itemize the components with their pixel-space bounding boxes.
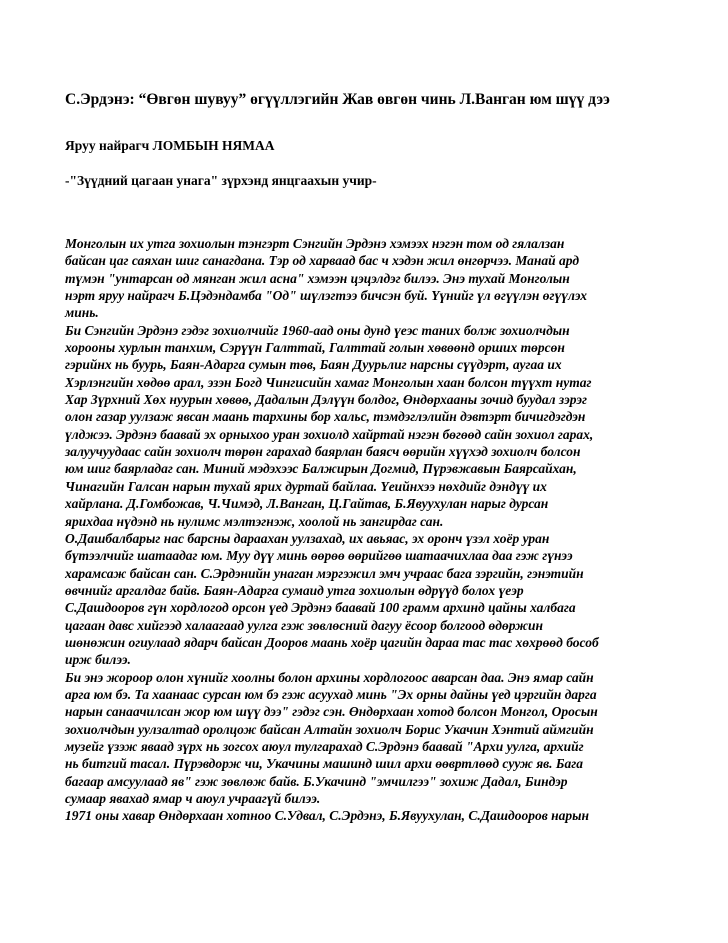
body-line: сумаар явахад ямар ч аюул учраагүй билээ. xyxy=(65,791,321,806)
body-line: Монголын их утга зохиолын тэнгэрт Сэнгийн Эрдэнэ хэмээх нэгэн том од гялалзан xyxy=(65,236,565,251)
body-line: багаар амсуулаад яв" гэж зөвлөж байв. Б.Укачинд "эмчилгээ" зохиж Дадал, Биндэр xyxy=(65,773,568,789)
body-line: олон газар уулзаж явсан маань тархины бор хальс, тэмдэглэлийн дэвтэрт бичигдэгдэн xyxy=(65,409,586,425)
article-body xyxy=(65,235,665,825)
article-epigraph: -"Зүүдний цагаан унага" зүрхэнд янцгаахын учир- xyxy=(65,173,377,188)
body-line: Чинагийн Галсан нарын тухай ярих дуртай байлаа. Үеийнхээ нөхдийг дэндүү их xyxy=(65,478,547,494)
body-line: харамсаж байсан сан. С.Эрдэнийн унаган мэргэжил эмч учраас бага зэргийн, гэнэтийн xyxy=(65,565,584,581)
body-line: нэрт яруу найрагч Б.Цэдэндамба "Од" шүлэгтээ бичсэн буй. Үүнийг үл өгүүлэн өгүүлэх xyxy=(65,288,587,304)
body-line: өвчнийг аргалдаг байв. Баян-Адарга сумаид утга зохиолын өдрүүд болох үеэр xyxy=(65,582,524,598)
body-line: нарын санаачилсан жор юм шүү дээ" гэдэг сэн. Өндөрхаан хотод болсон Монгол, Оросын xyxy=(65,704,598,720)
body-line: хайрлана. Д.Гомбожав, Ч.Чимэд, Л.Ванган, Ц.Гайтав, Б.Явуухулан нарыг дурсан xyxy=(65,496,549,512)
body-line: Хар Зүрхний Хөх нуурын хөвөө, Дадалын Дэлүүн болдог, Өндөрхааны зочид буудал зэрэг xyxy=(65,392,587,408)
body-line: гэрийнх нь буурь, Баян-Адарга сумын төв, Баян Дуурьлиг нарсны сүүдэрт, аугаа их xyxy=(65,357,562,373)
body-line: Би Сэнгийн Эрдэнэ гэдэг зохиолчийг 1960-аад оны дунд үеэс таних болж зохиолчдын xyxy=(65,322,570,338)
body-line: зохиолчдын уулзалтад оролцож байсан Алтайн зохиолч Борис Укачин Хэнтий аймгийн xyxy=(65,721,594,737)
body-line: минь. xyxy=(65,305,99,321)
body-line: ярихдаа нүдэнд нь нулимс мэлтэгнэж, хоолой нь зангирдаг сан. xyxy=(65,513,444,529)
article-title: С.Эрдэнэ: “Өвгөн шувуу” өгүүллэгийн Жав өвгөн чинь Л.Ванган юм шүү дээ xyxy=(65,91,610,108)
body-line: О.Дашбалбарыг нас барсны дараахан уулзахад, их авьяас, эх оронч үзэл хоёр уран xyxy=(65,530,550,546)
body-line: байсан цаг саяхан шиг санагдана. Тэр од харваад бас ч хэдэн жил өнгөрчээ. Манай ард xyxy=(65,253,580,269)
body-line: Хэрлэнгийн хөдөө арал, эзэн Богд Чингисийн хамаг Монголын хаан болсон түүхт нутаг xyxy=(65,374,592,390)
body-line: үлджээ. Эрдэнэ баавай эх орныхоо уран зохиолд хайртай нэгэн бөгөөд сайн зохиол гарах, xyxy=(65,426,594,442)
body-line: ирж билээ. xyxy=(65,652,131,668)
body-line: нь битгий тасал. Пүрэвдорж чи, Укачины машинд шил архи өөвртлөөд сууж яв. Бага xyxy=(65,756,583,772)
body-line: цагаан давс хийгээд халаагаад уулга гэж зөвлөсний дагуу ёсоор болгоод өдөржин xyxy=(65,617,543,633)
body-line: арга юм бэ. Та хаанаас сурсан юм бэ гэж асуухад минь "Эх орны дайны үед цэргийн дарга xyxy=(65,686,597,702)
body-line: С.Дашдооров гүн хордлогод орсон үед Эрдэнэ баавай 100 грамм архинд цайны халбага xyxy=(65,600,576,616)
body-line: түмэн "унтарсан од мянган жил асна" хэмээн цэцэлдэг билээ. Энэ тухай Монголын xyxy=(65,270,570,286)
body-line: Би энэ жороор олон хүнийг хоолны болон архины хордлогоос аварсан даа. Энэ ямар сайн xyxy=(65,669,594,685)
body-line: хорооны хурлын танхим, Сэрүүн Галттай, Галттай голын хөвөөнд орших төрсөн xyxy=(65,340,565,356)
body-line: 1971 оны хавар Өндөрхаан хотноо С.Удвал, С.Эрдэнэ, Б.Явуухулан, С.Дашдооров нарын xyxy=(65,808,589,824)
article-author: Яруу найрагч ЛОМБЫН НЯМАА xyxy=(65,138,275,153)
body-line: залуучуудаас сайн зохиолч төрөн гарахад баярлан баясч өөрийн хүүхэд зохиолч болсон xyxy=(65,444,581,460)
body-line: шөнөжин огиулаад ядарч байсан Дооров маань хоёр цагийн дараа тас тас хөхрөөд бособ xyxy=(65,634,599,650)
body-line: юм шиг баярладаг сан. Миний мэдэхээс Балжирын Догмид, Пүрэвжавын Баярсайхан, xyxy=(65,461,577,477)
body-line: музейг үзэж явaад зүрх нь зогсох аюул тулгарахад С.Эрдэнэ баавай "Архи уулга, архийг xyxy=(65,738,584,754)
body-line: бүтээлчийг шатаадаг юм. Муу дүү минь өөрөө өөрийгөө шатаачихлаа даа гэж гүнээ xyxy=(65,548,573,564)
